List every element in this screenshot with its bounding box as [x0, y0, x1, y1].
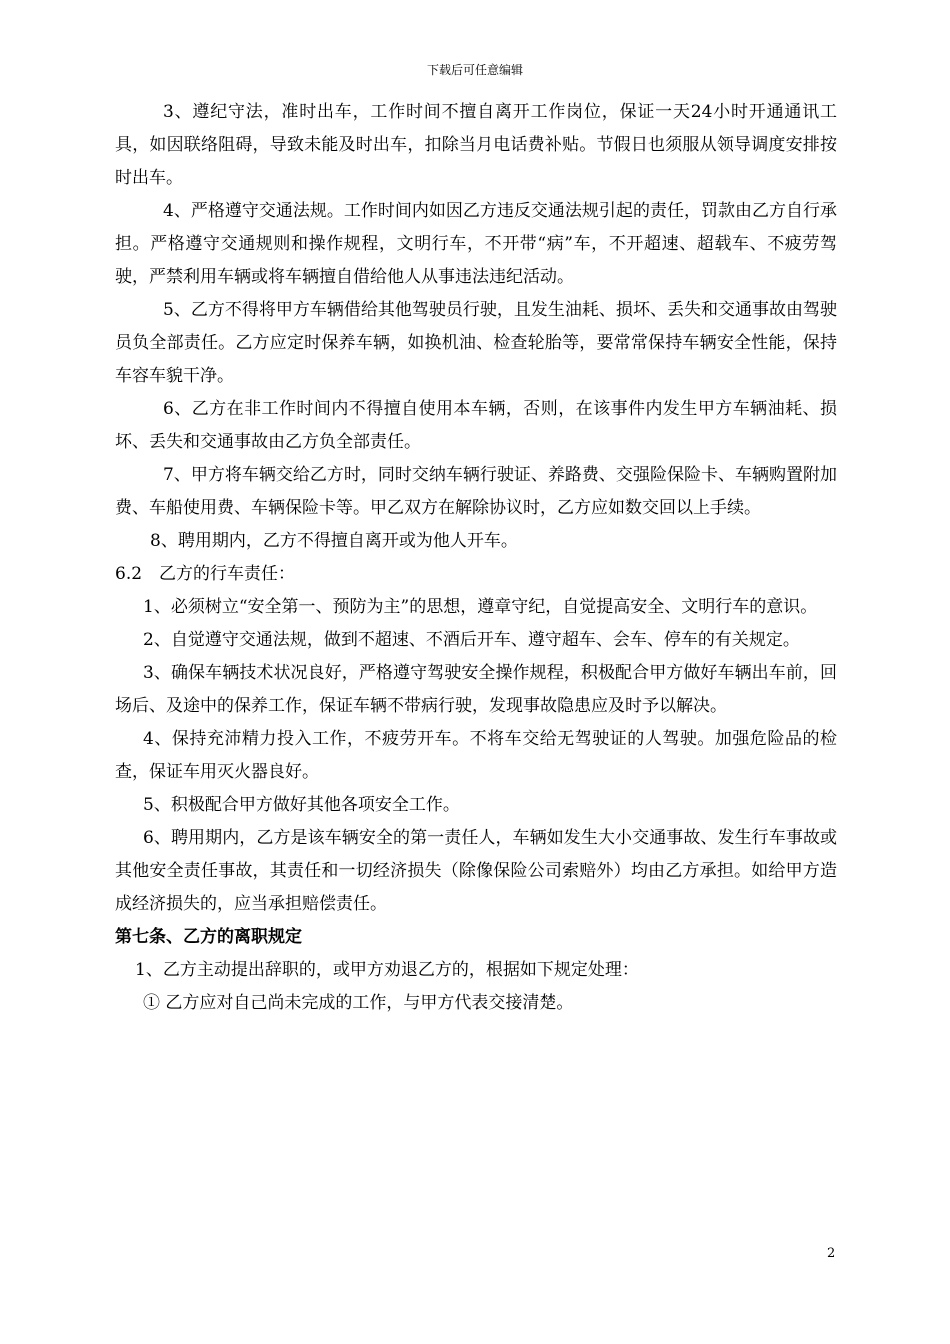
clause-paragraph: 6、乙方在非工作时间内不得擅自使用本车辆，否则，在该事件内发生甲方车辆油耗、损坏、丢失和交通事故由乙方负全部责任。 [115, 399, 837, 452]
page-number: 2 [827, 1246, 836, 1261]
clause-paragraph: 1、必须树立“安全第一、预防为主”的思想，遵章守纪，自觉提高安全、文明行车的意识。 [143, 597, 818, 617]
article-heading: 第七条、乙方的离职规定 [115, 927, 302, 947]
clause-paragraph: 7、甲方将车辆交给乙方时，同时交纳车辆行驶证、养路费、交强险保险卡、车辆购置附加费、车船使用费、车辆保险卡等。甲乙双方在解除协议时，乙方应如数交回以上手续。 [115, 465, 837, 518]
clause-paragraph: 3、遵纪守法，准时出车，工作时间不擅自离开工作岗位，保证一天24小时开通通讯工具，如因联络阻碍，导致未能及时出车，扣除当月电话费补贴。节假日也须服从领导调度安排按时出车。 [115, 102, 837, 188]
section-heading: 6.2 乙方的行车责任： [115, 564, 296, 584]
clause-paragraph: 4、严格遵守交通法规。工作时间内如因乙方违反交通法规引起的责任，罚款由乙方自行承担。严格遵守交通规则和操作规程，文明行车，不开带“病”车，不开超速、超载车、不疲劳驾驶，严禁利用车辆或将车辆擅自借给他人从事违法违纪活动。 [115, 201, 837, 287]
clause-paragraph: ① 乙方应对自己尚未完成的工作，与甲方代表交接清楚。 [143, 993, 574, 1013]
clause-paragraph: 8、聘用期内，乙方不得擅自离开或为他人开车。 [150, 531, 518, 551]
clause-paragraph: 4、保持充沛精力投入工作，不疲劳开车。不将车交给无驾驶证的人驾驶。加强危险品的检查，保证车用灭火器良好。 [115, 729, 837, 782]
clause-paragraph: 2、自觉遵守交通法规，做到不超速、不酒后开车、遵守超车、会车、停车的有关规定。 [143, 630, 800, 650]
clause-paragraph: 5、积极配合甲方做好其他各项安全工作。 [143, 795, 460, 815]
clause-paragraph: 6、聘用期内，乙方是该车辆安全的第一责任人，车辆如发生大小交通事故、发生行车事故或其他安全责任事故，其责任和一切经济损失（除像保险公司索赔外）均由乙方承担。如给甲方造成经济损失的，应当承担赔偿责任。 [115, 828, 837, 914]
page-header: 下载后可任意编辑 [426, 63, 523, 77]
clause-paragraph: 5、乙方不得将甲方车辆借给其他驾驶员行驶，且发生油耗、损坏、丢失和交通事故由驾驶员负全部责任。乙方应定时保养车辆，如换机油、检查轮胎等，要常常保持车辆安全性能，保持车容车貌干净。 [115, 300, 837, 386]
clause-paragraph: 1、乙方主动提出辞职的，或甲方劝退乙方的，根据如下规定处理： [135, 960, 639, 980]
clause-paragraph: 3、确保车辆技术状况良好，严格遵守驾驶安全操作规程，积极配合甲方做好车辆出车前，回场后、及途中的保养工作，保证车辆不带病行驶，发现事故隐患应及时予以解决。 [115, 663, 837, 716]
document-body [115, 96, 837, 1020]
